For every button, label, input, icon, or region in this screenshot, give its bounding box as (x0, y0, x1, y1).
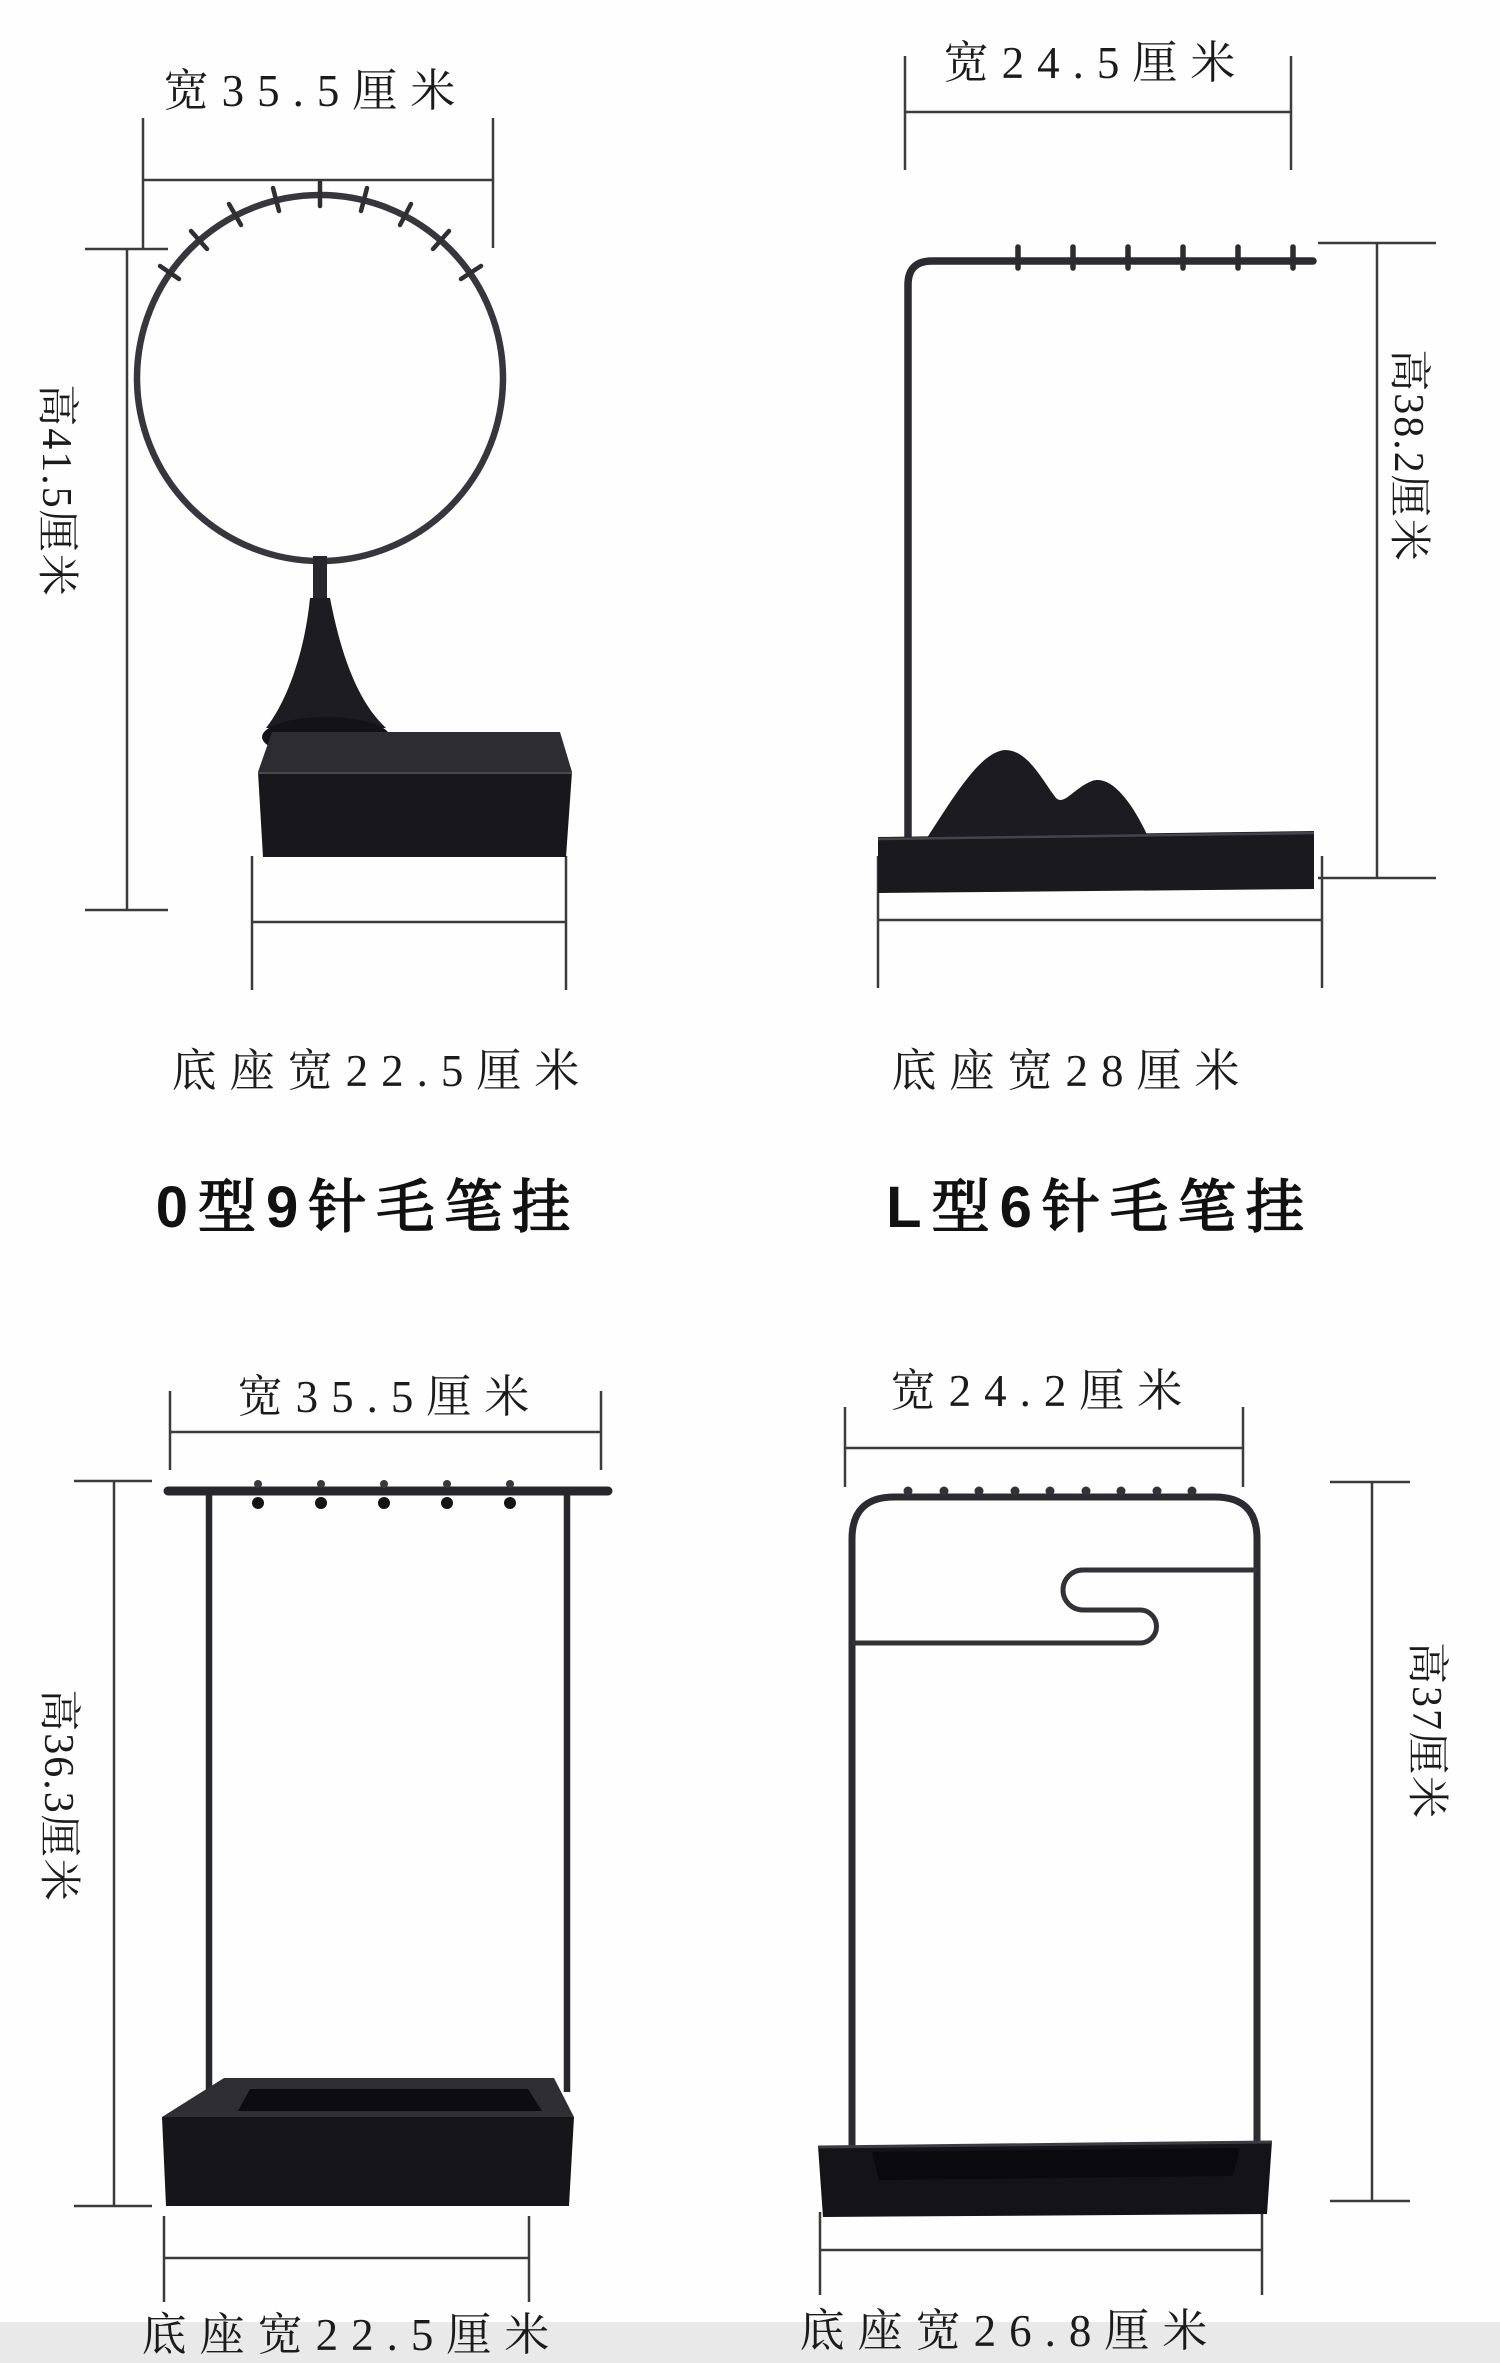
l-type-base (878, 831, 1314, 893)
hook-type-s-hook (852, 1570, 1257, 1643)
frame-type-base-label: 底座宽22.5厘米 (141, 2310, 563, 2360)
o-type-ring (137, 195, 503, 561)
o-type-height-dimension (85, 249, 168, 910)
o-type-base (258, 732, 572, 857)
l-type-diagram (878, 56, 1436, 988)
hook-type-base-dimension (820, 2212, 1262, 2295)
frame-type-height-label: 高36.3厘米 (35, 1689, 81, 1903)
hook-type-height-label: 高37厘米 (1403, 1641, 1449, 1820)
o-type-width-label: 宽35.5厘米 (163, 66, 469, 116)
o-type-base-dimension (252, 856, 566, 990)
frame-type-legs (209, 1495, 567, 2092)
o-type-title: 0型9针毛笔挂 (155, 1175, 581, 1240)
hook-type-width-label: 宽24.2厘米 (890, 1366, 1196, 1416)
l-type-width-label: 宽24.5厘米 (943, 38, 1249, 88)
o-type-diagram (85, 118, 572, 990)
hook-type-base (818, 2141, 1272, 2217)
hook-type-base-label: 底座宽26.8厘米 (799, 2306, 1221, 2356)
l-type-frame (908, 261, 1313, 840)
frame-type-width-label: 宽35.5厘米 (237, 1372, 543, 1422)
hook-type-diagram (818, 1407, 1410, 2295)
frame-type-base (162, 2078, 574, 2206)
o-type-height-label: 高41.5厘米 (33, 384, 79, 598)
o-type-base-label: 底座宽22.5厘米 (171, 1046, 593, 1096)
hook-type-width-dimension (845, 1407, 1243, 1487)
frame-type-diagram (74, 1391, 608, 2302)
hook-type-height-dimension (1330, 1482, 1410, 2201)
l-type-height-label: 高38.2厘米 (1385, 349, 1431, 563)
l-type-base-label: 底座宽28厘米 (891, 1046, 1253, 1096)
l-type-title: L型6针毛笔挂 (886, 1175, 1314, 1240)
hook-type-frame (852, 1497, 1257, 2150)
frame-type-base-dimension (164, 2216, 529, 2302)
l-type-mountain-rest (925, 750, 1150, 841)
o-type-stand (262, 556, 390, 757)
